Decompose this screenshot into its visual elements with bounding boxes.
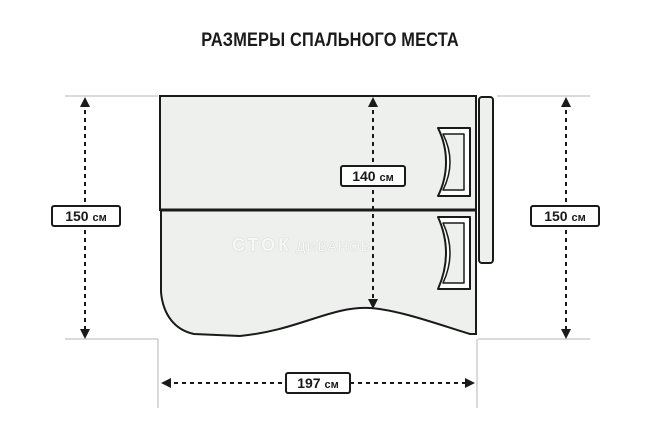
inner-width-unit: см bbox=[379, 172, 394, 184]
watermark-brand: СТОК bbox=[232, 235, 293, 255]
right-height-label bbox=[530, 205, 600, 227]
length-value: 197 bbox=[297, 375, 321, 391]
inner-width-label bbox=[340, 165, 406, 187]
right-height-value: 150 bbox=[544, 208, 568, 224]
inner-width-value: 140 bbox=[352, 168, 376, 184]
armrest bbox=[479, 97, 493, 263]
right-height-unit: см bbox=[571, 212, 586, 224]
length-label bbox=[285, 372, 351, 394]
length-unit: см bbox=[324, 379, 339, 391]
mattress-upper-section bbox=[160, 96, 476, 210]
left-height-unit: см bbox=[92, 212, 107, 224]
mattress-lower-section bbox=[161, 210, 476, 336]
left-height-label bbox=[51, 205, 121, 227]
diagram-title: РАЗМЕРЫ СПАЛЬНОГО МЕСТА bbox=[201, 30, 459, 51]
watermark-text: ДИВАНОВ bbox=[296, 238, 372, 254]
watermark bbox=[232, 235, 371, 256]
left-height-value: 150 bbox=[65, 208, 89, 224]
